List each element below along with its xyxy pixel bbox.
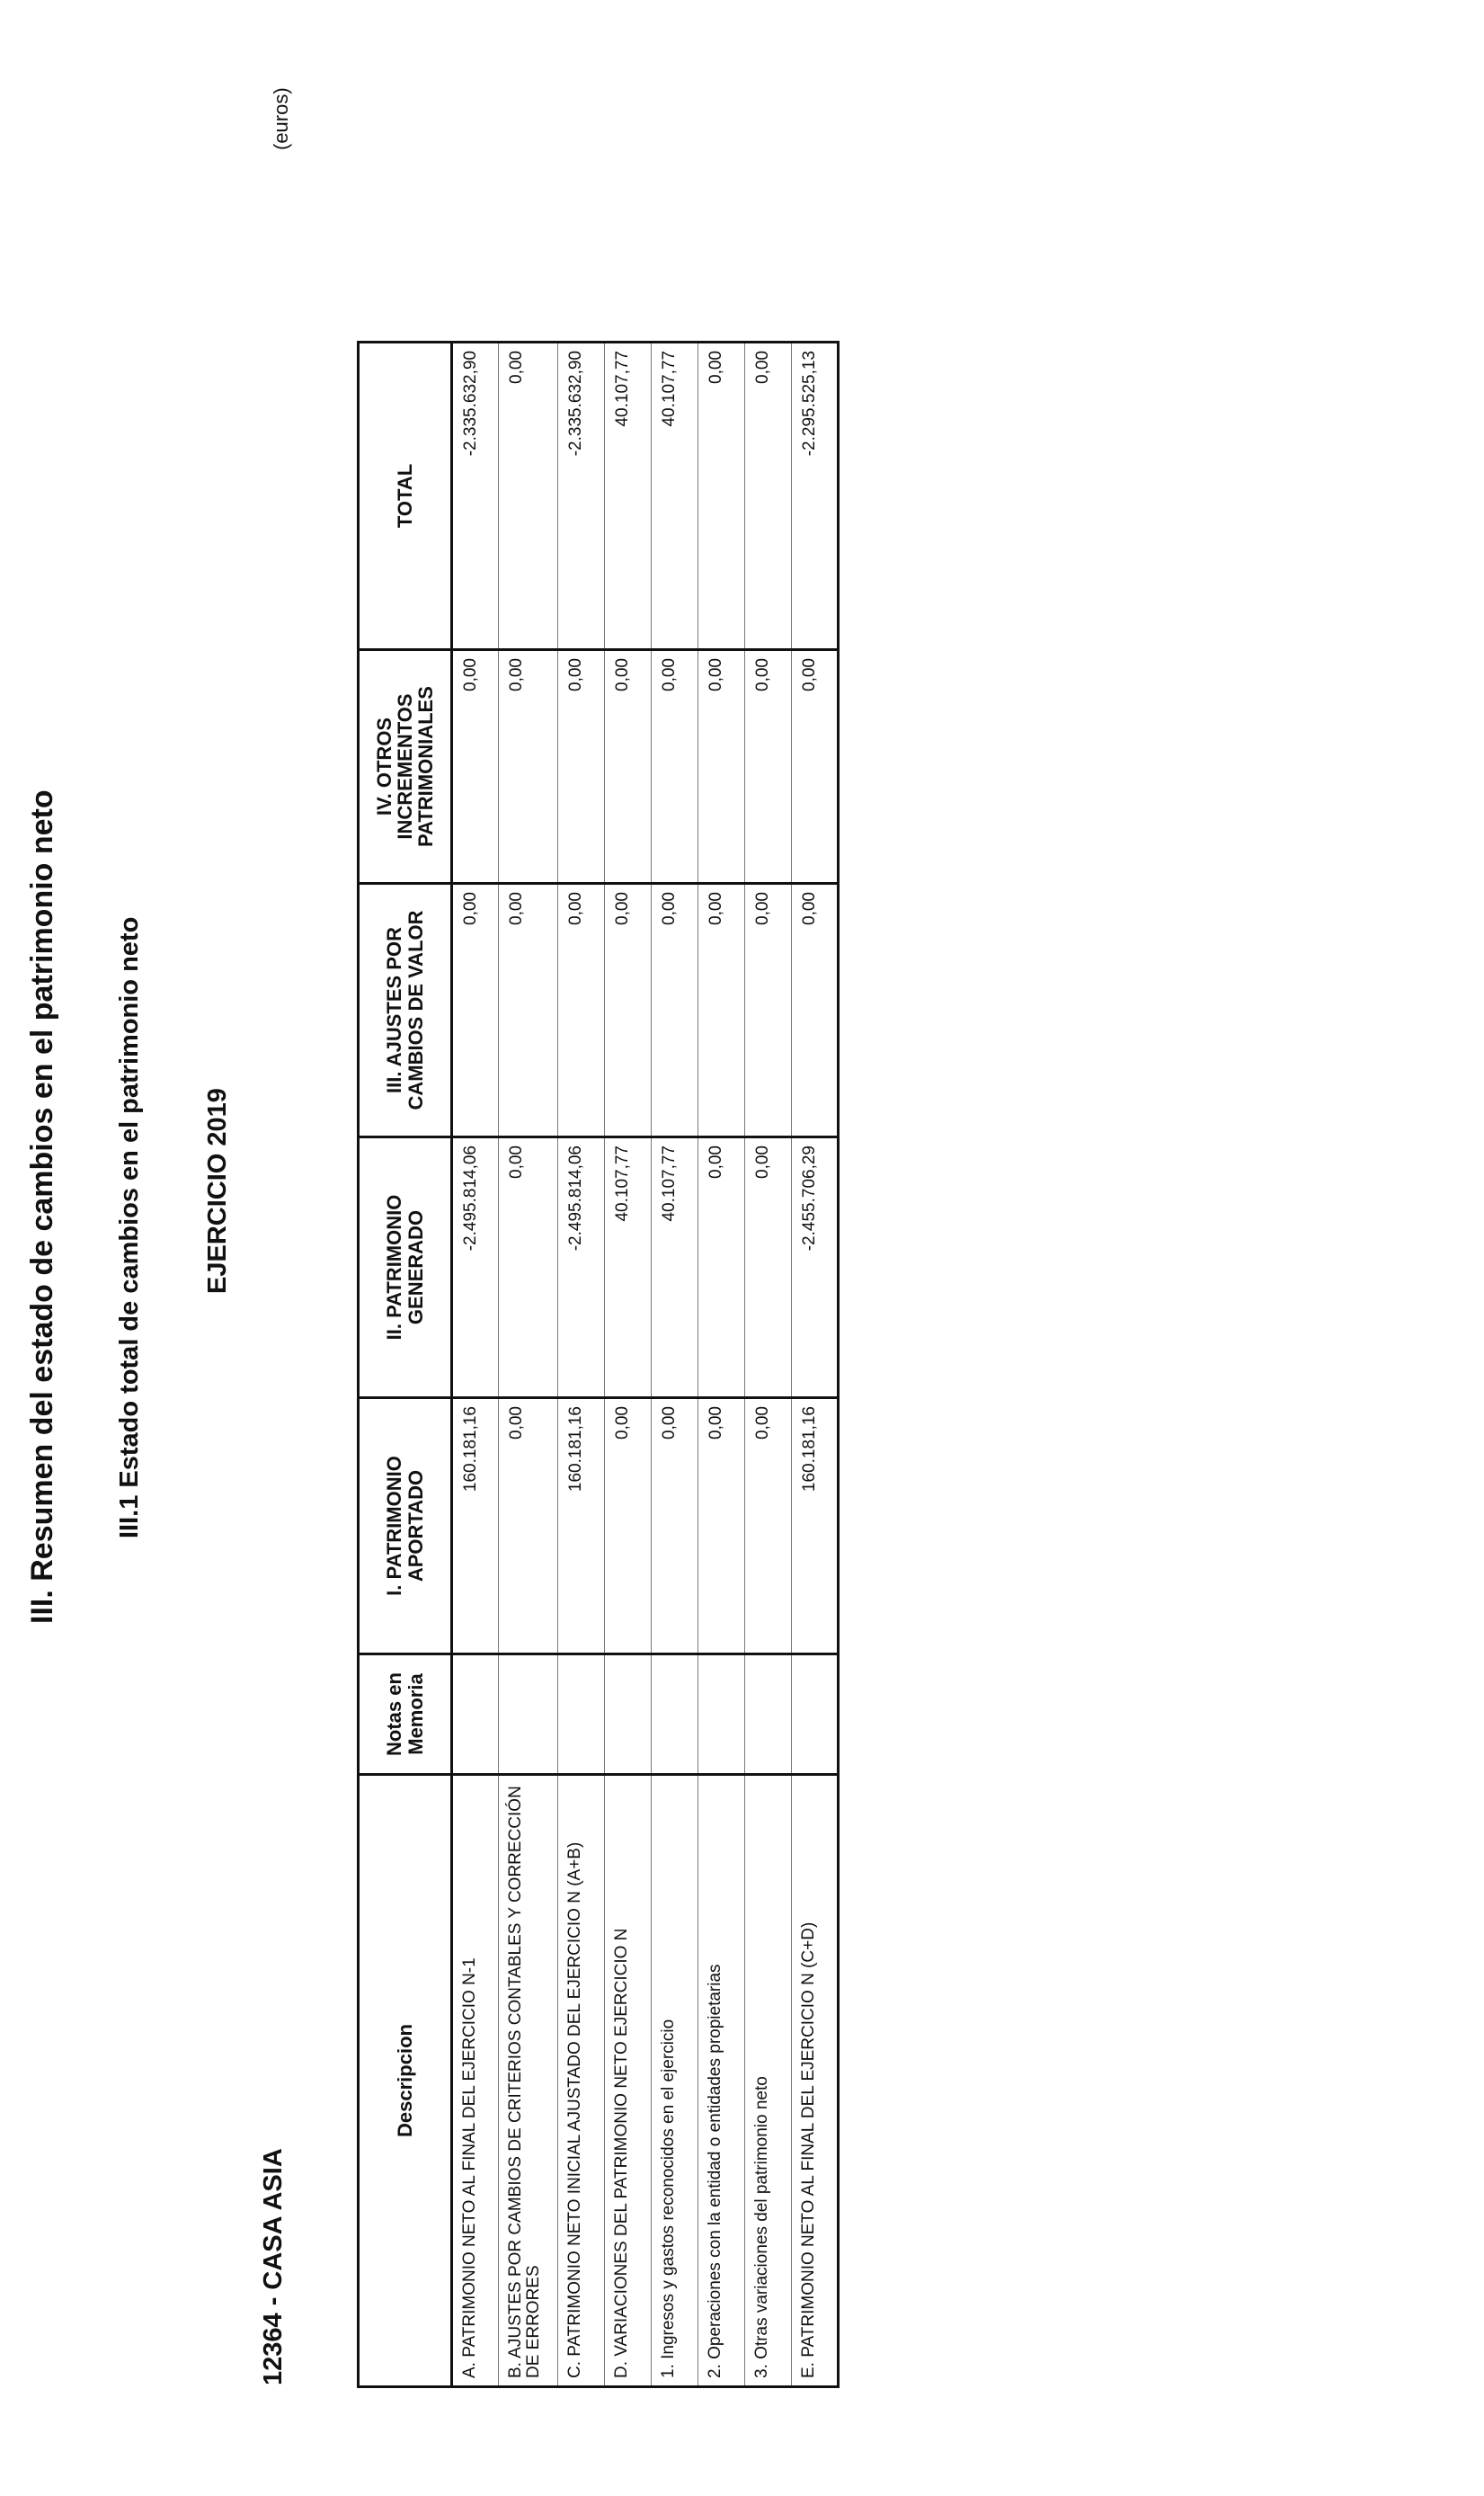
row-total: -2.295.525,13 <box>792 343 839 650</box>
row-description: C. PATRIMONIO NETO INICIAL AJUSTADO DEL EJERCICIO N (A+B) <box>558 1775 605 2387</box>
row-ajustes: 0,00 <box>499 884 558 1137</box>
row-generado: 0,00 <box>499 1137 558 1398</box>
row-generado: -2.495.814,06 <box>558 1137 605 1398</box>
row-description: E. PATRIMONIO NETO AL FINAL DEL EJERCICIO N (C+D) <box>792 1775 839 2387</box>
header-total: TOTAL <box>359 343 452 650</box>
row-description: B. AJUSTES POR CAMBIOS DE CRITERIOS CONTABLES Y CORRECCIÓN DE ERRORES <box>499 1775 558 2387</box>
table-row <box>499 343 558 2387</box>
row-aportado: 0,00 <box>652 1398 698 1654</box>
row-aportado: 0,00 <box>499 1398 558 1654</box>
row-otros: 0,00 <box>499 650 558 884</box>
row-total: 40.107,77 <box>605 343 652 650</box>
row-notes <box>605 1654 652 1775</box>
row-description: A. PATRIMONIO NETO AL FINAL DEL EJERCICIO N-1 <box>452 1775 499 2387</box>
row-total: 0,00 <box>745 343 792 650</box>
row-notes <box>792 1654 839 1775</box>
row-ajustes: 0,00 <box>605 884 652 1137</box>
row-notes <box>698 1654 745 1775</box>
table-row <box>792 343 839 2387</box>
row-notes <box>499 1654 558 1775</box>
row-description: D. VARIACIONES DEL PATRIMONIO NETO EJERCICIO N <box>605 1775 652 2387</box>
row-notes <box>558 1654 605 1775</box>
row-otros: 0,00 <box>698 650 745 884</box>
row-aportado: 160.181,16 <box>792 1398 839 1654</box>
row-notes <box>745 1654 792 1775</box>
row-generado: -2.455.706,29 <box>792 1137 839 1398</box>
table-row <box>605 343 652 2387</box>
row-ajustes: 0,00 <box>452 884 499 1137</box>
row-description: 3. Otras variaciones del patrimonio neto <box>745 1775 792 2387</box>
units-label: (euros) <box>270 87 292 150</box>
row-aportado: 160.181,16 <box>558 1398 605 1654</box>
row-ajustes: 0,00 <box>652 884 698 1137</box>
page-title: III. Resumen del estado de cambios en el patrimonio neto <box>25 789 59 1624</box>
row-otros: 0,00 <box>792 650 839 884</box>
row-ajustes: 0,00 <box>558 884 605 1137</box>
row-generado: -2.495.814,06 <box>452 1137 499 1398</box>
table-row <box>452 343 499 2387</box>
row-total: 40.107,77 <box>652 343 698 650</box>
row-aportado: 0,00 <box>745 1398 792 1654</box>
entity-name: 12364 - CASA ASIA <box>259 2148 288 2385</box>
table-row <box>698 343 745 2387</box>
table-row <box>558 343 605 2387</box>
header-otros: IV. OTROS INCREMENTOS PATRIMONIALES <box>359 650 452 884</box>
equity-changes-table <box>357 341 840 2388</box>
header-aportado: I. PATRIMONIO APORTADO <box>359 1398 452 1654</box>
row-otros: 0,00 <box>652 650 698 884</box>
fiscal-year: EJERCICIO 2019 <box>203 1088 232 1294</box>
header-generado: II. PATRIMONIO GENERADO <box>359 1137 452 1398</box>
row-description: 1. Ingresos y gastos reconocidos en el ejercicio <box>652 1775 698 2387</box>
section-title: III.1 Estado total de cambios en el patrimonio neto <box>115 916 144 1538</box>
row-otros: 0,00 <box>605 650 652 884</box>
row-total: 0,00 <box>698 343 745 650</box>
row-generado: 0,00 <box>698 1137 745 1398</box>
row-otros: 0,00 <box>452 650 499 884</box>
table-row <box>745 343 792 2387</box>
row-otros: 0,00 <box>745 650 792 884</box>
row-generado: 40.107,77 <box>652 1137 698 1398</box>
row-total: -2.335.632,90 <box>452 343 499 650</box>
row-ajustes: 0,00 <box>698 884 745 1137</box>
row-generado: 40.107,77 <box>605 1137 652 1398</box>
row-generado: 0,00 <box>745 1137 792 1398</box>
row-total: 0,00 <box>499 343 558 650</box>
table-header-row <box>359 343 452 2387</box>
header-ajustes: III. AJUSTES POR CAMBIOS DE VALOR <box>359 884 452 1137</box>
row-ajustes: 0,00 <box>745 884 792 1137</box>
row-aportado: 0,00 <box>605 1398 652 1654</box>
row-aportado: 0,00 <box>698 1398 745 1654</box>
row-notes <box>652 1654 698 1775</box>
row-ajustes: 0,00 <box>792 884 839 1137</box>
header-description: Descripcion <box>359 1775 452 2387</box>
row-aportado: 160.181,16 <box>452 1398 499 1654</box>
row-notes <box>452 1654 499 1775</box>
table-row <box>652 343 698 2387</box>
row-description: 2. Operaciones con la entidad o entidades propietarias <box>698 1775 745 2387</box>
header-notes: Notas en Memoria <box>359 1654 452 1775</box>
row-total: -2.335.632,90 <box>558 343 605 650</box>
row-otros: 0,00 <box>558 650 605 884</box>
